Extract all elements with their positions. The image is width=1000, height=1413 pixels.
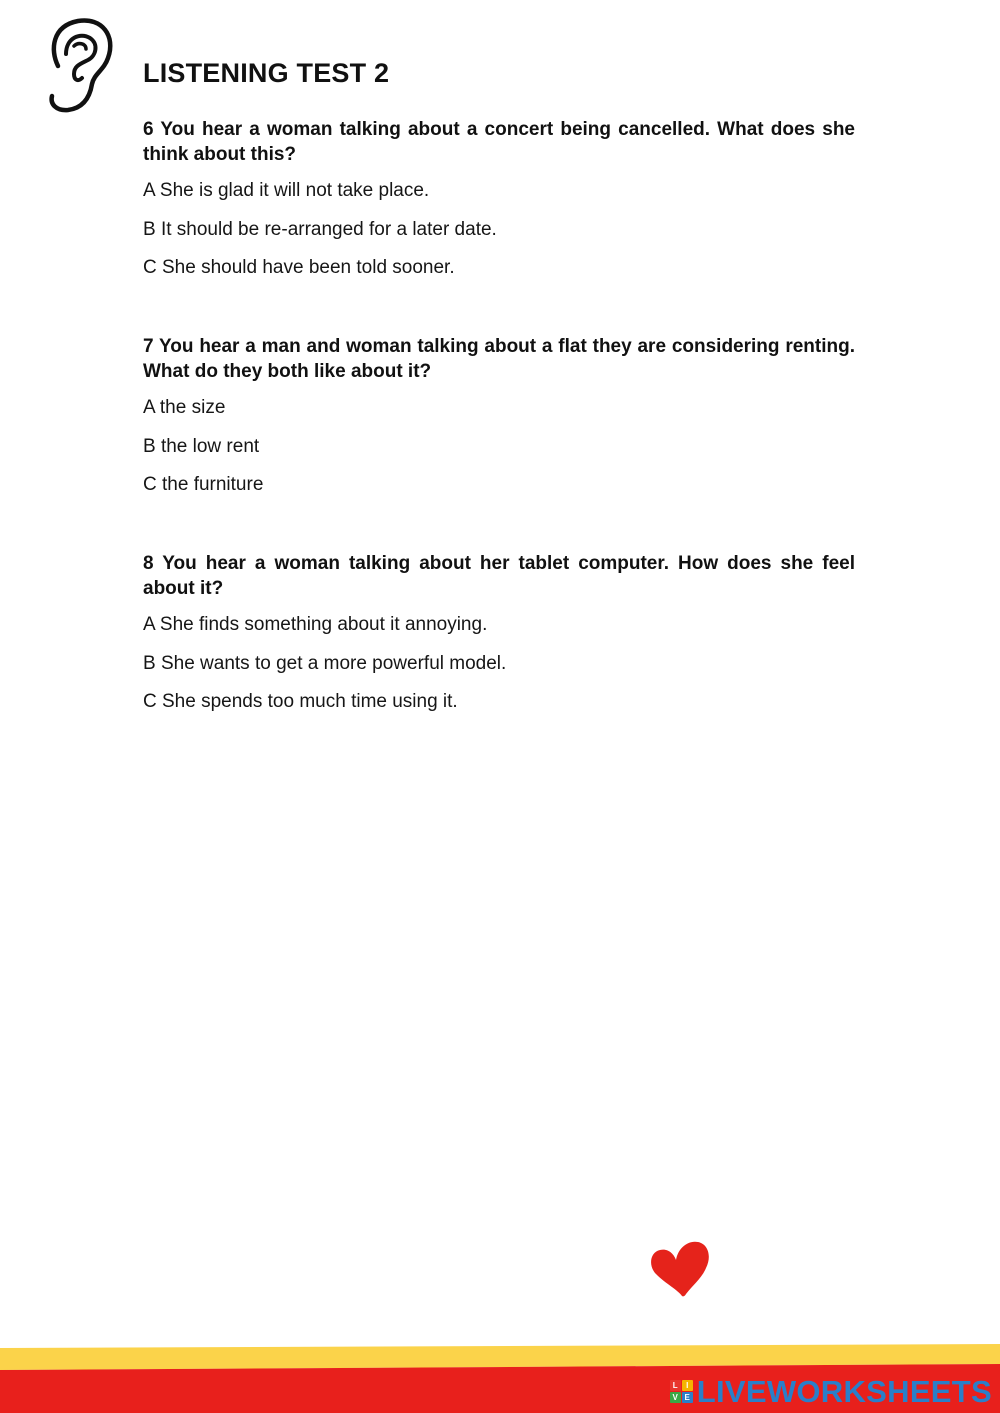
option-c[interactable]: C She spends too much time using it. bbox=[143, 691, 458, 712]
question-6 bbox=[143, 118, 855, 295]
page-title: LISTENING TEST 2 bbox=[143, 58, 390, 88]
brand-name: LIVEWORKSHEETS bbox=[696, 1374, 992, 1409]
option-a[interactable]: A She is glad it will not take place. bbox=[143, 180, 430, 201]
logo-letter: E bbox=[682, 1392, 693, 1403]
ear-icon bbox=[44, 16, 116, 114]
logo-letter: I bbox=[682, 1380, 693, 1391]
logo-letter: V bbox=[670, 1392, 681, 1403]
option-b[interactable]: B the low rent bbox=[143, 435, 260, 457]
option-b[interactable]: B She wants to get a more powerful model. bbox=[143, 652, 507, 674]
question-text: 8 You hear a woman talking about her tablet computer. How does she feel about it? bbox=[143, 553, 855, 599]
option-c[interactable]: C the furniture bbox=[143, 474, 264, 495]
logo-letter: L bbox=[670, 1380, 681, 1391]
brand-logo-icon bbox=[670, 1380, 693, 1403]
question-7 bbox=[143, 335, 855, 512]
heart-icon bbox=[648, 1238, 712, 1298]
question-text: 7 You hear a man and woman talking about a flat they are considering renting. What do they both like about it? bbox=[143, 336, 855, 382]
question-8 bbox=[143, 552, 855, 729]
option-c[interactable]: C She should have been told sooner. bbox=[143, 257, 455, 278]
option-a[interactable]: A She finds something about it annoying. bbox=[143, 614, 488, 635]
option-b[interactable]: B It should be re-arranged for a later date. bbox=[143, 218, 497, 240]
option-a[interactable]: A the size bbox=[143, 397, 226, 418]
brand-watermark bbox=[670, 1376, 992, 1407]
question-text: 6 You hear a woman talking about a concert being cancelled. What does she think about this? bbox=[143, 119, 855, 165]
